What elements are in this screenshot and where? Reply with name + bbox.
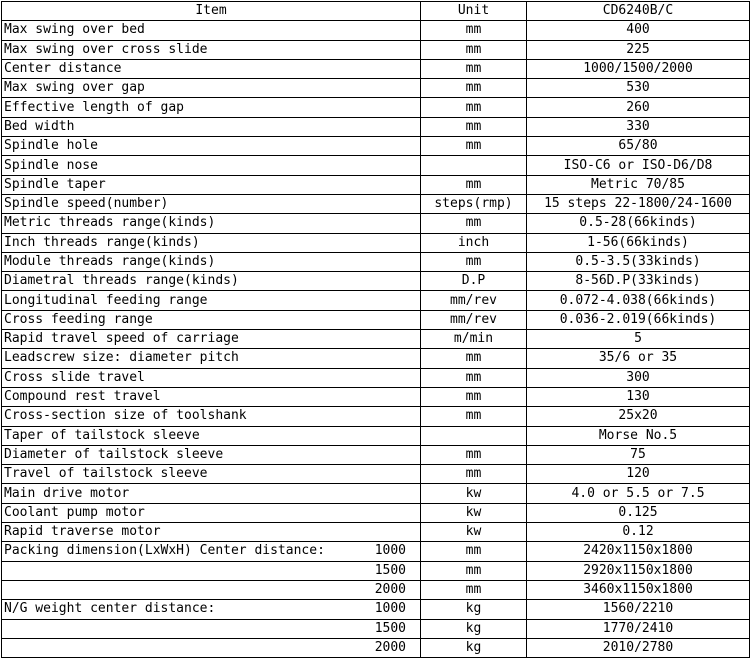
unit-cell: D.P xyxy=(421,272,527,291)
item-label: Compound rest travel xyxy=(4,389,161,405)
table-row xyxy=(2,638,750,657)
value-cell: 0.072-4.038(66kinds) xyxy=(527,291,750,310)
unit-cell: mm xyxy=(421,465,527,484)
value-cell: 130 xyxy=(527,387,750,406)
value-cell: 5 xyxy=(527,330,750,349)
value-cell: 8-56D.P(33kinds) xyxy=(527,272,750,291)
item-cell xyxy=(2,330,421,349)
unit-cell: mm/rev xyxy=(421,310,527,329)
item-cell xyxy=(2,600,421,619)
item-cell xyxy=(2,21,421,40)
item-cell xyxy=(2,194,421,213)
value-cell: 1770/2410 xyxy=(527,619,750,638)
value-cell: ISO-C6 or ISO-D6/D8 xyxy=(527,156,750,175)
item-label: Cross slide travel xyxy=(4,369,145,385)
item-cell xyxy=(2,272,421,291)
unit-cell: mm xyxy=(421,117,527,136)
table-row xyxy=(2,117,750,136)
unit-cell: steps(rmp) xyxy=(421,194,527,213)
value-cell: Metric 70/85 xyxy=(527,175,750,194)
item-cell xyxy=(2,523,421,542)
table-row xyxy=(2,580,750,599)
value-cell: 2010/2780 xyxy=(527,638,750,657)
item-cell xyxy=(2,117,421,136)
item-center-distance: 2000 xyxy=(374,582,406,598)
table-row xyxy=(2,156,750,175)
unit-cell: mm xyxy=(421,368,527,387)
table-row xyxy=(2,600,750,619)
value-cell: 0.5-28(66kinds) xyxy=(527,214,750,233)
table-row xyxy=(2,523,750,542)
item-cell xyxy=(2,619,421,638)
table-row xyxy=(2,59,750,78)
spec-body xyxy=(2,21,750,658)
value-cell: 330 xyxy=(527,117,750,136)
item-cell xyxy=(2,445,421,464)
item-label: Travel of tailstock sleeve xyxy=(4,466,208,482)
value-cell: 0.125 xyxy=(527,503,750,522)
value-cell: 0.12 xyxy=(527,523,750,542)
table-row xyxy=(2,40,750,59)
value-cell: 0.5-3.5(33kinds) xyxy=(527,252,750,271)
header-model: CD6240B/C xyxy=(527,2,750,21)
value-cell: 300 xyxy=(527,368,750,387)
item-label: Spindle speed(number) xyxy=(4,196,169,212)
item-label: Effective length of gap xyxy=(4,99,185,115)
item-cell xyxy=(2,542,421,561)
item-cell xyxy=(2,175,421,194)
item-center-distance: 1000 xyxy=(374,543,406,559)
unit-cell: mm/rev xyxy=(421,291,527,310)
item-cell xyxy=(2,484,421,503)
table-row xyxy=(2,310,750,329)
value-cell: 530 xyxy=(527,79,750,98)
unit-cell: mm xyxy=(421,21,527,40)
unit-cell: mm xyxy=(421,59,527,78)
unit-cell: kg xyxy=(421,600,527,619)
item-label: Leadscrew size: diameter pitch xyxy=(4,350,239,366)
unit-cell: kg xyxy=(421,619,527,638)
unit-cell xyxy=(421,426,527,445)
item-cell xyxy=(2,465,421,484)
unit-cell: mm xyxy=(421,445,527,464)
value-cell: 75 xyxy=(527,445,750,464)
item-cell xyxy=(2,214,421,233)
value-cell: 3460x1150x1800 xyxy=(527,580,750,599)
value-cell: 1000/1500/2000 xyxy=(527,59,750,78)
unit-cell: kw xyxy=(421,503,527,522)
item-cell xyxy=(2,503,421,522)
item-label: Coolant pump motor xyxy=(4,504,145,520)
item-cell xyxy=(2,580,421,599)
item-center-distance: 1000 xyxy=(374,601,406,617)
item-label: Max swing over bed xyxy=(4,22,145,38)
table-row xyxy=(2,233,750,252)
item-label: Longitudinal feeding range xyxy=(4,292,208,308)
item-label: Packing dimension(LxWxH) Center distance: xyxy=(4,543,325,559)
unit-cell: mm xyxy=(421,387,527,406)
item-center-distance: 2000 xyxy=(374,639,406,655)
table-row xyxy=(2,252,750,271)
item-cell xyxy=(2,368,421,387)
table-row xyxy=(2,368,750,387)
item-label: Max swing over cross slide xyxy=(4,41,208,57)
table-row xyxy=(2,349,750,368)
unit-cell: kw xyxy=(421,484,527,503)
item-cell xyxy=(2,156,421,175)
item-cell xyxy=(2,291,421,310)
item-cell xyxy=(2,59,421,78)
table-row xyxy=(2,503,750,522)
table-row xyxy=(2,561,750,580)
table-row xyxy=(2,194,750,213)
value-cell: 35/6 or 35 xyxy=(527,349,750,368)
unit-cell: mm xyxy=(421,407,527,426)
item-cell xyxy=(2,233,421,252)
item-cell xyxy=(2,387,421,406)
item-cell xyxy=(2,407,421,426)
item-label: Cross feeding range xyxy=(4,311,153,327)
unit-cell: mm xyxy=(421,252,527,271)
item-label: Main drive motor xyxy=(4,485,130,501)
table-row xyxy=(2,21,750,40)
unit-cell: mm xyxy=(421,40,527,59)
item-label: Bed width xyxy=(4,118,75,134)
table-row xyxy=(2,98,750,117)
value-cell: Morse No.5 xyxy=(527,426,750,445)
table-row xyxy=(2,445,750,464)
value-cell: 2920x1150x1800 xyxy=(527,561,750,580)
table-row xyxy=(2,214,750,233)
unit-cell: kw xyxy=(421,523,527,542)
unit-cell xyxy=(421,156,527,175)
value-cell: 120 xyxy=(527,465,750,484)
item-label: Metric threads range(kinds) xyxy=(4,215,216,231)
item-label: N/G weight center distance: xyxy=(4,601,216,617)
unit-cell: mm xyxy=(421,214,527,233)
table-row xyxy=(2,272,750,291)
item-cell xyxy=(2,79,421,98)
value-cell: 15 steps 22-1800/24-1600 xyxy=(527,194,750,213)
item-label: Spindle hole xyxy=(4,138,98,154)
table-row xyxy=(2,137,750,156)
value-cell: 1-56(66kinds) xyxy=(527,233,750,252)
unit-cell: mm xyxy=(421,561,527,580)
item-cell xyxy=(2,137,421,156)
item-label: Taper of tailstock sleeve xyxy=(4,427,200,443)
table-row xyxy=(2,291,750,310)
unit-cell: mm xyxy=(421,349,527,368)
header-row xyxy=(2,2,750,21)
item-cell xyxy=(2,310,421,329)
table-row xyxy=(2,542,750,561)
unit-cell: mm xyxy=(421,580,527,599)
item-label: Inch threads range(kinds) xyxy=(4,234,200,250)
unit-cell: inch xyxy=(421,233,527,252)
value-cell: 225 xyxy=(527,40,750,59)
item-label: Rapid traverse motor xyxy=(4,524,161,540)
header-unit: Unit xyxy=(421,2,527,21)
unit-cell: mm xyxy=(421,137,527,156)
unit-cell: mm xyxy=(421,175,527,194)
value-cell: 260 xyxy=(527,98,750,117)
item-cell xyxy=(2,426,421,445)
value-cell: 2420x1150x1800 xyxy=(527,542,750,561)
item-cell xyxy=(2,40,421,59)
table-row xyxy=(2,387,750,406)
table-row xyxy=(2,79,750,98)
item-label: Spindle taper xyxy=(4,176,106,192)
unit-cell: mm xyxy=(421,542,527,561)
item-label: Center distance xyxy=(4,61,122,77)
table-row xyxy=(2,484,750,503)
unit-cell: kg xyxy=(421,638,527,657)
item-label: Diametral threads range(kinds) xyxy=(4,273,239,289)
table-row xyxy=(2,330,750,349)
header-item: Item xyxy=(2,2,421,21)
value-cell: 0.036-2.019(66kinds) xyxy=(527,310,750,329)
table-row xyxy=(2,407,750,426)
value-cell: 25x20 xyxy=(527,407,750,426)
table-row xyxy=(2,426,750,445)
unit-cell: m/min xyxy=(421,330,527,349)
unit-cell: mm xyxy=(421,79,527,98)
table-row xyxy=(2,465,750,484)
item-label: Cross-section size of toolshank xyxy=(4,408,247,424)
item-label: Spindle nose xyxy=(4,157,98,173)
item-label: Max swing over gap xyxy=(4,80,145,96)
item-center-distance: 1500 xyxy=(374,620,406,636)
value-cell: 65/80 xyxy=(527,137,750,156)
item-cell xyxy=(2,561,421,580)
table-row xyxy=(2,619,750,638)
value-cell: 4.0 or 5.5 or 7.5 xyxy=(527,484,750,503)
value-cell: 1560/2210 xyxy=(527,600,750,619)
unit-cell: mm xyxy=(421,98,527,117)
item-cell xyxy=(2,252,421,271)
item-center-distance: 1500 xyxy=(374,562,406,578)
item-cell xyxy=(2,638,421,657)
value-cell: 400 xyxy=(527,21,750,40)
table-row xyxy=(2,175,750,194)
item-cell xyxy=(2,98,421,117)
spec-table xyxy=(1,1,750,658)
item-label: Rapid travel speed of carriage xyxy=(4,331,239,347)
item-cell xyxy=(2,349,421,368)
item-label: Module threads range(kinds) xyxy=(4,254,216,269)
item-label: Diameter of tailstock sleeve xyxy=(4,446,224,462)
